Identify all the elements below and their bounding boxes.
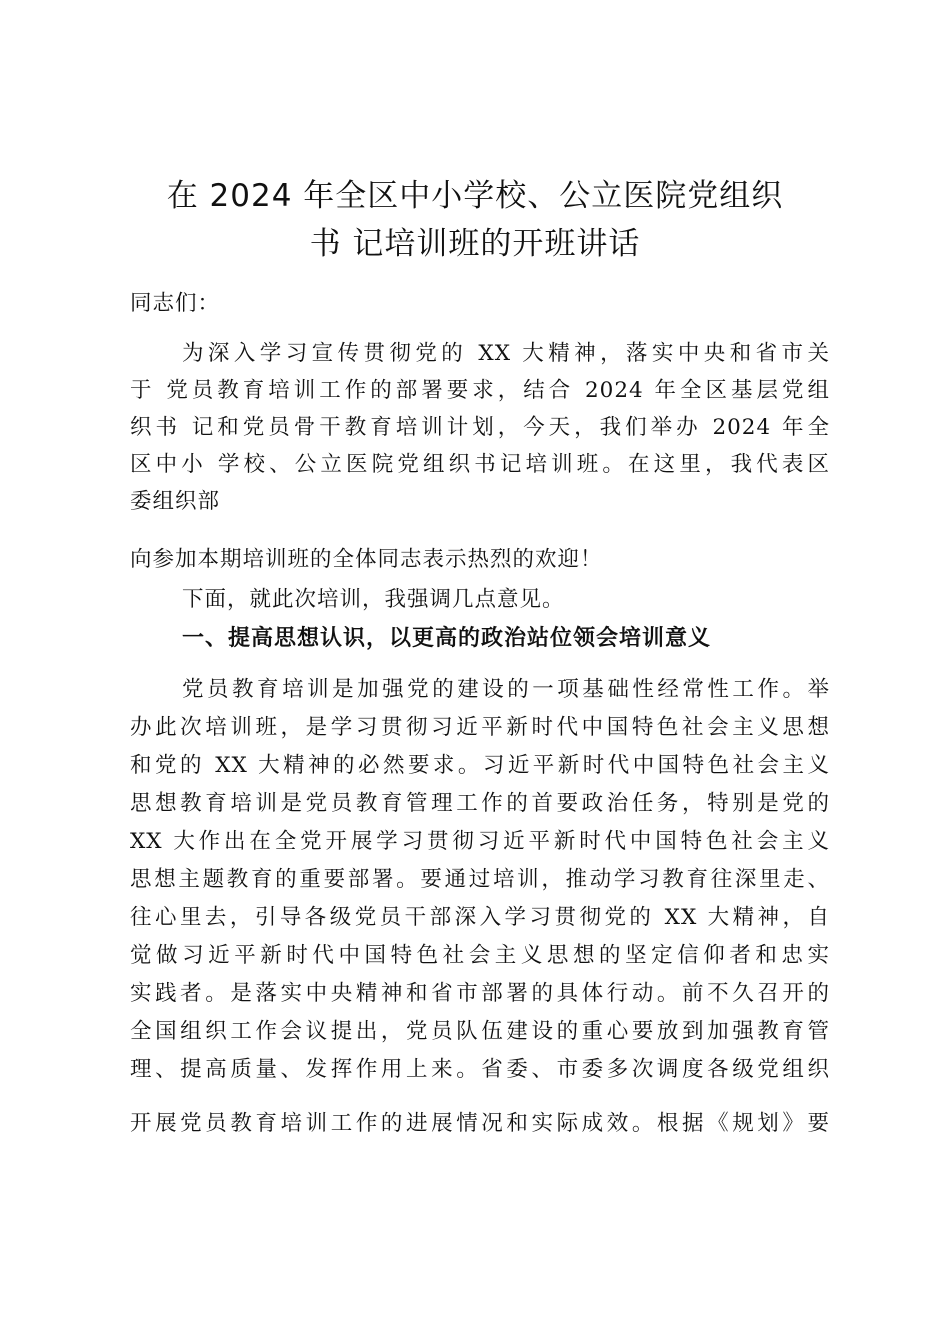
section-1-line-9: 实践者。是落实中央精神和省市部署的具体行动。前不久召开的 <box>130 981 830 1006</box>
intro-line-4: 区中小 学校、公立医院党组织书记培训班。在这里，我代表区 <box>130 452 830 477</box>
section-1-line-12: 开展党员教育培训工作的进展情况和实际成效。根据《规划》要 <box>130 1111 830 1136</box>
section-1-line-2: 办此次培训班，是学习贯彻习近平新时代中国特色社会主义思想 <box>130 715 830 740</box>
section-1-line-10: 全国组织工作会议提出，党员队伍建设的重心要放到加强教育管 <box>130 1019 830 1044</box>
section-1-line-5: XX 大作出在全党开展学习贯彻习近平新时代中国特色社会主义 <box>130 829 830 854</box>
section-1-line-1: 党员教育培训是加强党的建设的一项基础性经常性工作。举 <box>182 677 830 702</box>
document-title-line-1: 在 2024 年全区中小学校、公立医院党组织 <box>166 178 784 214</box>
intro-line-1: 为深入学习宣传贯彻党的 XX 大精神，落实中央和省市关 <box>182 341 830 366</box>
section-1-line-4: 思想教育培训是党员教育管理工作的首要政治任务，特别是党的 <box>130 791 830 816</box>
salutation: 同志们： <box>130 291 221 316</box>
section-1-heading: 一、提高思想认识，以更高的政治站位领会培训意义 <box>182 626 712 651</box>
intro-line-2: 于 党员教育培训工作的部署要求，结合 2024 年全区基层党组 <box>130 378 830 403</box>
intro-line-3: 织书 记和党员骨干教育培训计划，今天，我们举办 2024 年全 <box>130 415 830 440</box>
section-1-line-11: 理、提高质量、发挥作用上来。省委、市委多次调度各级党组织 <box>130 1057 830 1082</box>
section-1-line-8: 觉做习近平新时代中国特色社会主义思想的坚定信仰者和忠实 <box>130 943 830 968</box>
transition-line: 下面，就此次培训，我强调几点意见。 <box>182 587 565 612</box>
section-1-line-7: 往心里去，引导各级党员干部深入学习贯彻党的 XX 大精神，自 <box>130 905 830 930</box>
section-1-line-3: 和党的 XX 大精神的必然要求。习近平新时代中国特色社会主义 <box>130 753 830 778</box>
intro-line-5: 委组织部 <box>130 489 221 514</box>
welcome-line: 向参加本期培训班的全体同志表示热烈的欢迎！ <box>130 547 603 572</box>
section-1-line-6: 思想主题教育的重要部署。要通过培训，推动学习教育往深里走、 <box>130 867 830 892</box>
document-title-line-2: 书 记培训班的开班讲话 <box>309 226 641 262</box>
